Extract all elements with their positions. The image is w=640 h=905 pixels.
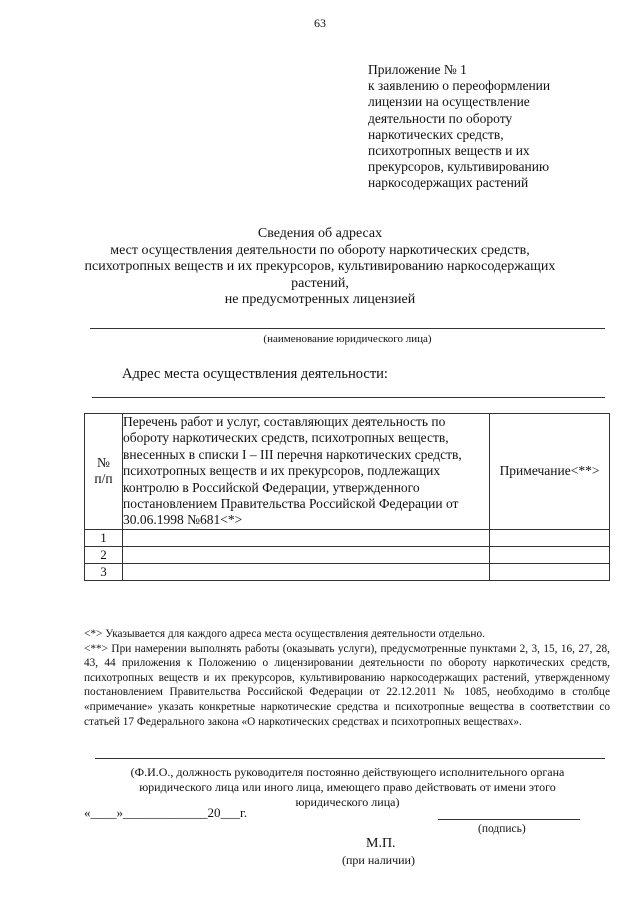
title-line: Сведения об адресах: [257, 226, 383, 241]
address-line: [92, 397, 605, 398]
header-number: [85, 414, 123, 530]
signatory-caption: [95, 765, 600, 811]
row-number: 2: [85, 546, 123, 563]
title-line: мест осуществления деятельности по обороту наркотических средств,: [110, 242, 530, 258]
date-line: «____»_____________20___г.: [84, 805, 248, 820]
stamp-note: (при наличии): [342, 853, 415, 867]
row-number: 3: [85, 563, 123, 580]
appendix-line: прекурсоров, культивированию: [368, 159, 550, 175]
signature-caption: (подпись): [478, 823, 526, 835]
signature-line: [438, 819, 580, 820]
header-works-list: Перечень работ и услуг, составляющих деятельность по обороту наркотических средств, психотропных веществ, внесенных в списки I – III перечня наркотических средств, психотропных веществ и их прекурсоров, подлежащих контролю в Российской Федерации, утвержденного постановлением Правительства Российской Федерации от 30.06.1998 №681<*>: [123, 414, 490, 530]
row-note-cell: [490, 529, 610, 546]
title-line: психотропных веществ и их прекурсоров, культивированию наркосодержащих: [84, 259, 556, 274]
stamp-label: М.П.: [366, 836, 396, 851]
row-number: 1: [85, 529, 123, 546]
appendix-line: лицензии на осуществление: [368, 94, 530, 110]
row-works-cell: [123, 529, 490, 546]
activities-table: [84, 413, 610, 581]
table-row: [85, 563, 610, 580]
page-number: 63: [314, 16, 326, 30]
appendix-line: психотропных веществ и их: [368, 143, 530, 159]
signatory-caption-line: (Ф.И.О., должность руководителя постоянно действующего исполнительного органа: [130, 765, 565, 779]
appendix-line: Приложение № 1: [368, 62, 467, 77]
address-label: Адрес места осуществления деятельности:: [122, 366, 388, 382]
appendix-line: деятельности по обороту: [368, 110, 513, 126]
header-note: Примечание<**>: [490, 414, 610, 530]
signatory-line: [95, 758, 605, 759]
org-name-line: [90, 328, 605, 329]
appendix-line: наркотических средств,: [368, 126, 504, 142]
org-name-caption: (наименование юридического лица): [263, 333, 432, 345]
title-line: растений,: [291, 275, 349, 291]
signatory-caption-line: юридического лица): [295, 795, 400, 810]
footnotes: [84, 627, 610, 729]
table-row: [85, 529, 610, 546]
row-works-cell: [123, 546, 490, 563]
signatory-caption-line: юридического лица или иного лица, имеющего право действовать от имени этого: [139, 780, 556, 795]
table-row: [85, 546, 610, 563]
document-title: [60, 226, 580, 309]
row-works-cell: [123, 563, 490, 580]
appendix-line: к заявлению о переоформлении: [368, 78, 551, 94]
table-header-row: [85, 414, 610, 530]
appendix-header: [368, 62, 628, 192]
row-note-cell: [490, 546, 610, 563]
title-line: не предусмотренных лицензией: [224, 292, 416, 307]
header-number-abbr: п/п: [94, 471, 113, 487]
footnote-2: <**> При намерении выполнять работы (оказывать услуги), предусмотренные пунктами 2, 3, 15, 16, 27, 28, 43, 44 приложения к Положению о лицензировании деятельности по обороту наркотических средств, психотропных веществ и их прекурсоров, культивированию наркосодержащих растений, утвержденному постановлением Правительства Российской Федерации от 22.12.2011 № 1085, необходимо в столбце «примечание» указать конкретные наркотические средства и психотропные вещества в соответствии со статьей 17 Федерального закона «О наркотических средствах и психотропных веществах».: [84, 642, 610, 728]
footnote-1: <*> Указывается для каждого адреса места осуществления деятельности отдельно.: [84, 628, 485, 640]
row-note-cell: [490, 563, 610, 580]
header-number-sign: №: [97, 455, 110, 471]
appendix-line: наркосодержащих растений: [368, 175, 529, 191]
